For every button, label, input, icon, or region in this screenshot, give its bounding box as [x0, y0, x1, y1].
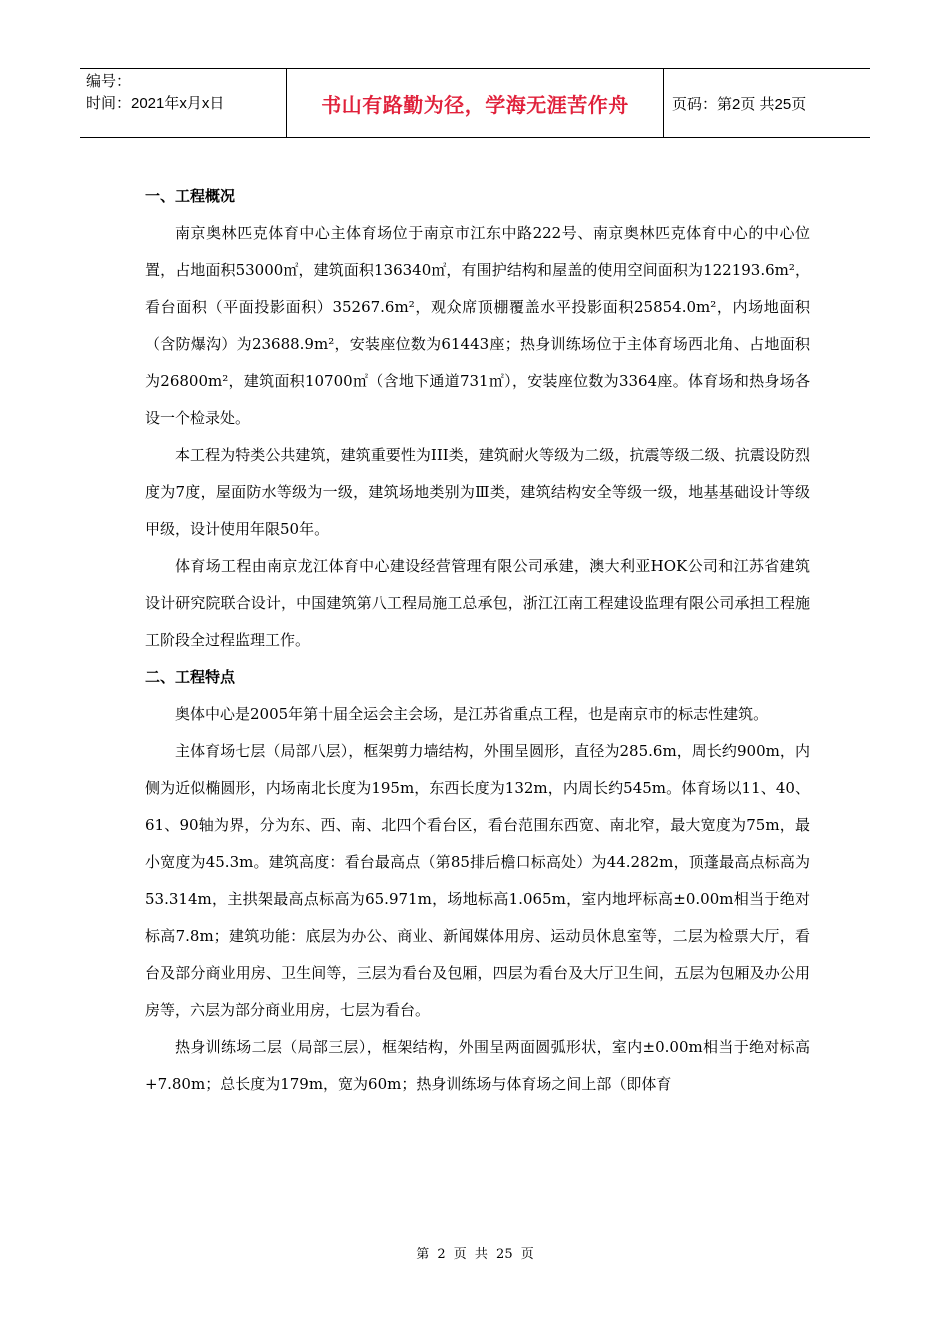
paragraph-parties: 体育场工程由南京龙江体育中心建设经营管理有限公司承建，澳大利亚HOK公司和江苏省建筑设计研究院联合设计，中国建筑第八工程局施工总承包，浙江江南工程建设监理有限公司承担工程施工阶段全过程监理工作。	[145, 557, 810, 649]
section-heading-features: 二、工程特点	[145, 668, 236, 686]
header-meta	[80, 69, 287, 137]
section-heading-overview: 一、工程概况	[145, 187, 236, 205]
page-footer	[0, 1243, 950, 1262]
page-header	[80, 68, 870, 138]
paragraph-location: 南京奥林匹克体育中心主体育场位于南京市江东中路222号、南京奥林匹克体育中心的中心位置，占地面积53000㎡，建筑面积136340㎡，有围护结构和屋盖的使用空间面积为122193.6m²，看台面积（平面投影面积）35267.6m²，观众席顶棚覆盖水平投影面积25854.0m²，内场地面积（含防爆沟）为23688.9m²，安装座位数为61443座；热身训练场位于主体育场西北角、占地面积为26800m²，建筑面积10700㎡（含地下通道731㎡），安装座位数为3364座。体育场和热身场各设一个检录处。	[145, 224, 810, 427]
header-motto-cell	[287, 69, 664, 137]
paragraph-classification: 本工程为特类公共建筑，建筑重要性为III类，建筑耐火等级为二级，抗震等级二级、抗震设防烈度为7度，屋面防水等级为一级，建筑场地类别为Ⅲ类，建筑结构安全等级一级，地基基础设计等级甲级，设计使用年限50年。	[145, 446, 810, 538]
header-motto: 书山有路勤为径，学海无涯苦作舟	[321, 92, 629, 117]
header-page-info-cell	[664, 69, 870, 137]
document-date: 时间：2021年x月x日	[86, 95, 225, 112]
paragraph-main-stadium: 主体育场七层（局部八层），框架剪力墙结构，外围呈圆形，直径为285.6m，周长约900m，内侧为近似椭圆形，内场南北长度为195m，东西长度为132m，内周长约545m。体育场以11、40、61、90轴为界，分为东、西、南、北四个看台区，看台范围东西宽、南北窄，最大宽度为75m，最小宽度为45.3m。建筑高度：看台最高点（第85排后檐口标高处）为44.282m，顶蓬最高点标高为53.314m，主拱架最高点标高为65.971m，场地标高1.065m，室内地坪标高±0.00m相当于绝对标高7.8m；建筑功能：底层为办公、商业、新闻媒体用房、运动员休息室等，二层为检票大厅，看台及部分商业用房、卫生间等，三层为看台及包厢，四层为看台及大厅卫生间，五层为包厢及办公用房等，六层为部分商业用房，七层为看台。	[145, 742, 810, 1019]
footer-page-number: 第 2 页 共 25 页	[416, 1247, 534, 1262]
header-page-info: 页码：第2页 共25页	[672, 95, 807, 113]
document-number-label: 编号：	[86, 73, 132, 90]
paragraph-warmup-field: 热身训练场二层（局部三层），框架结构，外围呈两面圆弧形状，室内±0.00m相当于绝对标高+7.80m；总长度为179m，宽为60m；热身训练场与体育场之间上部（即体育	[145, 1038, 810, 1093]
document-body	[145, 178, 810, 1103]
paragraph-significance: 奥体中心是2005年第十届全运会主会场，是江苏省重点工程，也是南京市的标志性建筑。	[175, 705, 769, 723]
